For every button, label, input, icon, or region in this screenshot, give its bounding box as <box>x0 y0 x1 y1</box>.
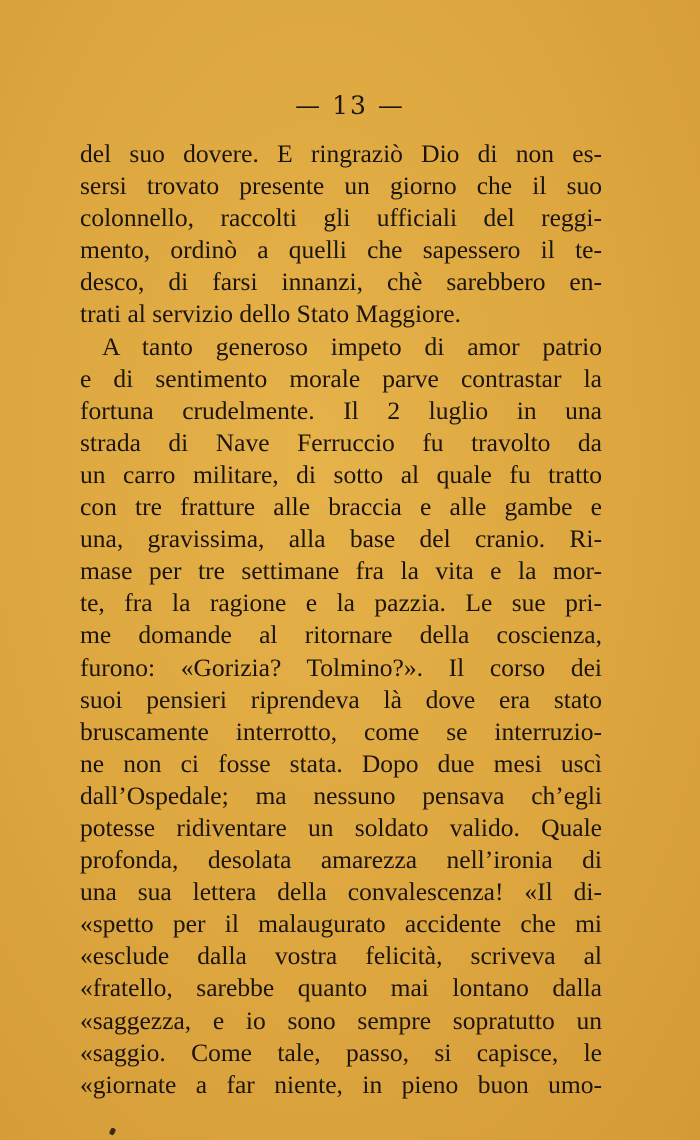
text-line: un carro militare, di sotto al quale fu tratto <box>80 459 602 489</box>
text-line: potesse ridiventare un soldato valido. Quale <box>80 812 602 842</box>
text-line: «saggio. Come tale, passo, si capisce, le <box>80 1037 602 1067</box>
text-line: me domande al ritornare della coscienza, <box>80 620 602 650</box>
ink-speck <box>109 1127 116 1135</box>
text-line: desco, di farsi innanzi, chè sarebbero en- <box>80 267 602 297</box>
text-line: e di sentimento morale parve contrastar la <box>80 363 602 393</box>
text-line: una, gravissima, alla base del cranio. Ri- <box>80 524 602 554</box>
text-line: «giornate a far niente, in pieno buon umo- <box>80 1069 602 1099</box>
text-line: «fratello, sarebbe quanto mai lontano dalla <box>80 973 602 1003</box>
text-line: furono: «Gorizia? Tolmino?». Il corso dei <box>80 652 602 682</box>
text-line: A tanto generoso impeto di amor patrio <box>102 331 602 361</box>
text-line: «esclude dalla vostra felicità, scriveva al <box>80 941 602 971</box>
body-text <box>80 138 602 1101</box>
text-line: fortuna crudelmente. Il 2 luglio in una <box>80 395 602 425</box>
text-line: «saggezza, e io sono sempre sopratutto un <box>80 1005 602 1035</box>
text-line: «spetto per il malaugurato accidente che mi <box>80 909 602 939</box>
text-line: colonnello, raccolti gli ufficiali del reggi- <box>80 203 602 233</box>
paragraph <box>80 138 602 331</box>
text-line: ne non ci fosse stata. Dopo due mesi uscì <box>80 748 602 778</box>
page-number: — 13 — <box>295 91 405 120</box>
text-line: con tre fratture alle braccia e alle gambe e <box>80 492 602 522</box>
text-line: bruscamente interrotto, come se interruzio- <box>80 716 602 746</box>
text-line: te, fra la ragione e la pazzia. Le sue pri- <box>80 588 602 618</box>
text-line: una sua lettera della convalescenza! «Il di- <box>80 877 602 907</box>
text-line: trati al servizio dello Stato Maggiore. <box>80 299 461 329</box>
text-line: suoi pensieri riprendeva là dove era stato <box>80 684 602 714</box>
paragraph <box>80 331 602 1101</box>
text-line: del suo dovere. E ringraziò Dio di non es- <box>80 139 602 168</box>
text-line: dall’Ospedale; ma nessuno pensava ch’egli <box>80 780 602 810</box>
text-line: mento, ordinò a quelli che sapessero il te- <box>80 235 602 265</box>
text-line: profonda, desolata amarezza nell’ironia di <box>80 845 602 875</box>
text-line: mase per tre settimane fra la vita e la mor- <box>80 556 602 586</box>
text-line: sersi trovato presente un giorno che il suo <box>80 171 602 201</box>
text-line: strada di Nave Ferruccio fu travolto da <box>80 427 602 457</box>
